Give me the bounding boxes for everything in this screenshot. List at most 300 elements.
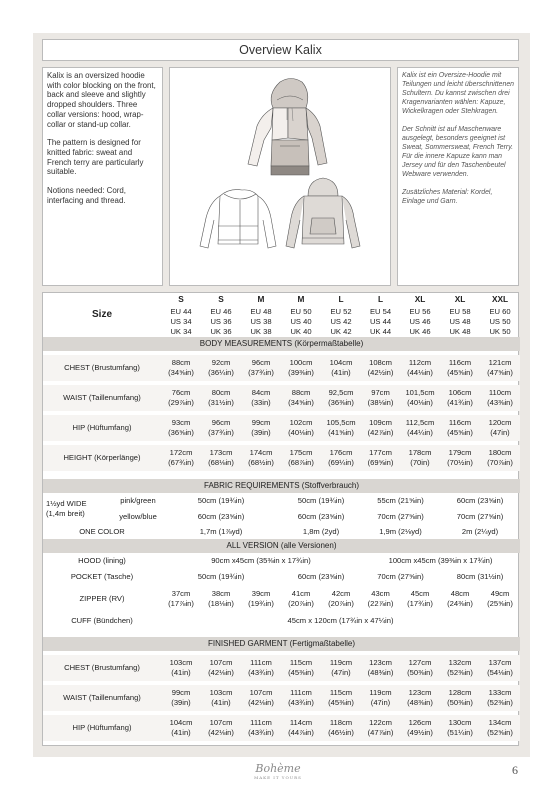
size-uk: UK 34: [170, 327, 192, 337]
measure-cell: [241, 415, 281, 441]
cell-cm: 41cm: [291, 589, 311, 599]
intro-english: [42, 67, 163, 286]
fabric-value: 1,7m (1⅞yd): [199, 527, 243, 537]
measure-cell: [480, 355, 520, 381]
zipper-cell: [281, 585, 321, 613]
zipper-cell: [480, 585, 520, 613]
cell-in: (44¼in): [407, 428, 433, 437]
measure-cell: [361, 415, 400, 441]
size-us: US 42: [330, 317, 352, 327]
cell-cm: 180cm: [488, 448, 512, 458]
cell-in: (47in): [370, 698, 391, 707]
cell-in: (43¾in): [288, 698, 314, 707]
cell-cm: 48cm: [450, 589, 470, 599]
fabric-requirements-header: [43, 479, 520, 493]
zipper-cell: [440, 585, 480, 613]
pocket-value: 80cm (31½in): [456, 572, 504, 582]
zipper-cell: [241, 585, 281, 613]
row-label: HIP (Hüftumfang): [43, 715, 161, 741]
zipper-cell: [161, 585, 201, 613]
measure-cell: [281, 445, 321, 471]
row-label: POCKET (Tasche): [70, 572, 134, 582]
measure-cell: [201, 385, 241, 411]
size-us: US 50: [489, 317, 511, 327]
fabric-color-label: pink/green: [120, 496, 156, 506]
cell-in: (31½in): [208, 398, 234, 407]
zipper-cell: [201, 585, 241, 613]
measure-cell: [241, 355, 281, 381]
size-chart-table: [43, 293, 520, 745]
measure-cell: [480, 655, 520, 681]
size-us: US 36: [210, 317, 232, 327]
row-label: CHEST (Brustumfang): [43, 355, 161, 381]
measure-cell: [161, 355, 201, 381]
body-measurement-row: [43, 385, 520, 411]
size-eu: EU 60: [489, 307, 511, 317]
cell-in: (48⅜in): [367, 668, 394, 677]
measure-cell: [161, 685, 201, 711]
size-us: US 46: [409, 317, 431, 327]
section-header: FABRIC REQUIREMENTS (Stoffverbrauch): [43, 479, 520, 493]
cell-in: (20⅞in): [328, 599, 354, 608]
size-chart: [42, 292, 519, 746]
cell-in: (41in): [211, 698, 231, 707]
cell-cm: 76cm: [171, 388, 191, 398]
spacer-row: [43, 741, 520, 745]
size-letter: XL: [454, 294, 466, 305]
cell-cm: 106cm: [448, 388, 472, 398]
fabric-row-yellow: [43, 509, 520, 525]
cell-cm: 120cm: [488, 418, 512, 428]
size-eu: EU 46: [210, 307, 232, 317]
cell-cm: 102cm: [289, 418, 313, 428]
size-us: US 40: [290, 317, 312, 327]
measure-cell: [321, 385, 361, 411]
row-label: WAIST (Taillenumfang): [43, 685, 161, 711]
cell-cm: 49cm: [490, 589, 510, 599]
cuff-value: 45cm x 120cm (17¾in x 47¼in): [287, 616, 394, 626]
cell-in: (40⅛in): [288, 428, 314, 437]
fabric-value: 2m (2¼yd): [461, 527, 499, 537]
cell-in: (45⅝in): [447, 428, 473, 437]
cell-in: (42⅛in): [208, 668, 234, 677]
measure-cell: [440, 385, 480, 411]
fabric-color-label: yellow/blue: [119, 512, 157, 522]
measure-cell: [400, 655, 440, 681]
cell-cm: 92,5cm: [328, 388, 354, 398]
body-measurement-row: [43, 445, 520, 471]
fabric-row-pink: [43, 493, 520, 509]
hoodie-illustration: [170, 68, 392, 287]
size-eu: EU 48: [250, 307, 272, 317]
body-measurement-row: [43, 355, 520, 381]
cell-in: (34⅝in): [288, 398, 314, 407]
spacer-cell: [43, 741, 520, 745]
cell-in: (45⅝in): [447, 368, 473, 377]
intro-german: [397, 67, 519, 286]
hood-value: 90cm x45cm (35⅜in x 17¾in): [211, 556, 311, 566]
cell-cm: 109cm: [369, 418, 392, 428]
fabric-width-main: 1½yd WIDE: [46, 499, 87, 509]
cell-in: (22⅞in): [367, 599, 394, 608]
cell-in: (52⅜in): [447, 668, 473, 677]
measure-cell: [241, 445, 281, 471]
fabric-value: 50cm (19¾in): [297, 496, 345, 506]
cell-cm: 116cm: [448, 418, 472, 428]
cell-in: (41in): [171, 668, 191, 677]
section-header: ALL VERSION (alle Versionen): [43, 539, 520, 553]
size-letter: S: [218, 294, 224, 305]
section-header: BODY MEASUREMENTS (Körpermaßtabelle): [43, 337, 520, 351]
cell-in: (19¾in): [248, 599, 274, 608]
cell-in: (17¾in): [407, 599, 433, 608]
row-label: ONE COLOR: [79, 527, 125, 537]
cell-cm: 114cm: [289, 718, 313, 728]
brand-logo: [248, 762, 308, 780]
cell-in: (41in): [331, 368, 351, 377]
cell-in: (47in): [331, 668, 351, 677]
cell-in: (18⅛in): [208, 599, 234, 608]
cell-in: (69⅝in): [367, 458, 394, 467]
cell-cm: 107cm: [249, 688, 273, 698]
cell-cm: 112cm: [408, 358, 432, 368]
cell-cm: 42cm: [331, 589, 351, 599]
size-eu: EU 52: [330, 307, 352, 317]
cell-in: (38⅛in): [367, 398, 394, 407]
cell-in: (25⅝in): [487, 599, 513, 608]
measure-cell: [400, 385, 440, 411]
measure-cell: [241, 655, 281, 681]
size-letter: L: [377, 294, 384, 305]
cell-in: (52⅝in): [487, 728, 513, 737]
all-version-header: [43, 539, 520, 553]
measure-cell: [361, 655, 400, 681]
size-letter-row: [43, 293, 520, 307]
size-uk: UK 42: [330, 327, 352, 337]
measure-cell: [400, 715, 440, 741]
cell-cm: 103cm: [169, 658, 193, 668]
cell-cm: 45cm: [410, 589, 430, 599]
measure-cell: [321, 715, 361, 741]
cell-cm: 173cm: [209, 448, 233, 458]
cell-cm: 126cm: [408, 718, 432, 728]
cell-in: (41⅝in): [328, 428, 354, 437]
cell-cm: 179cm: [448, 448, 472, 458]
measure-cell: [440, 685, 480, 711]
row-label: CUFF (Bündchen): [71, 616, 133, 626]
cell-in: (42⅛in): [248, 698, 274, 707]
fabric-value: 1,9m (2⅛yd): [379, 527, 422, 537]
cell-cm: 178cm: [408, 448, 432, 458]
measure-cell: [241, 715, 281, 741]
measure-cell: [201, 685, 241, 711]
cell-cm: 119cm: [329, 658, 353, 668]
page-number: 6: [512, 763, 518, 777]
measure-cell: [281, 655, 321, 681]
cell-in: (39⅜in): [288, 368, 314, 377]
measure-cell: [361, 445, 400, 471]
measure-cell: [161, 715, 201, 741]
measure-cell: [400, 685, 440, 711]
cell-cm: 130cm: [448, 718, 472, 728]
cell-cm: 175cm: [289, 448, 313, 458]
measure-cell: [201, 715, 241, 741]
intro-de-paragraph: Zusätzliches Material: Kordel, Einlage und Garn.: [402, 189, 493, 205]
cell-cm: 123cm: [408, 688, 432, 698]
cell-in: (70in): [410, 458, 430, 467]
cell-in: (47⅝in): [487, 368, 513, 377]
cell-cm: 104cm: [169, 718, 193, 728]
measure-cell: [440, 715, 480, 741]
cell-cm: 84cm: [251, 388, 271, 398]
measure-cell: [480, 415, 520, 441]
finished-garment-row: [43, 715, 520, 741]
cell-in: (36¼in): [208, 368, 234, 377]
measure-cell: [400, 355, 440, 381]
fabric-value: 50cm (19¾in): [197, 496, 245, 506]
cell-in: (68½in): [248, 458, 274, 467]
cell-cm: 116cm: [448, 358, 472, 368]
fabric-value: 55cm (21⅝in): [377, 496, 424, 506]
intro-de-paragraph: Kalix ist ein Oversize-Hoodie mit Teilungen und leicht überschnittenen Schultern. Du kannst zwischen drei Kragenvarianten wählen: Kapuze, Wickelkragen oder Stehkragen.: [402, 72, 514, 115]
cell-cm: 115cm: [289, 658, 313, 668]
zipper-cell: [321, 585, 361, 613]
cell-in: (46½in): [328, 728, 354, 737]
measure-cell: [361, 685, 400, 711]
measure-cell: [241, 385, 281, 411]
fabric-value: 60cm (23⅝in): [297, 512, 345, 522]
size-heading: Size: [92, 309, 113, 321]
cell-cm: 121cm: [488, 358, 512, 368]
size-uk: UK 44: [369, 327, 392, 337]
cell-in: (54⅛in): [487, 668, 513, 677]
cell-in: (50⅜in): [447, 698, 473, 707]
measure-cell: [361, 715, 400, 741]
finished-garment-row: [43, 655, 520, 681]
measure-cell: [400, 445, 440, 471]
cell-in: (49½in): [407, 728, 433, 737]
cell-cm: 96cm: [251, 358, 271, 368]
intro-en-paragraph: Notions needed: Cord, interfacing and thread.: [47, 186, 126, 205]
size-letter: XL: [414, 294, 426, 305]
fabric-value: 70cm (27⅝in): [456, 512, 504, 522]
cell-in: (40⅛in): [407, 398, 433, 407]
cell-cm: 107cm: [209, 658, 233, 668]
cell-in: (39in): [251, 428, 271, 437]
cell-in: (68⅛in): [208, 458, 234, 467]
size-us: US 44: [369, 317, 392, 327]
measure-cell: [241, 685, 281, 711]
cell-in: (50⅜in): [407, 668, 433, 677]
cell-in: (47in): [490, 428, 510, 437]
cell-cm: 107cm: [209, 718, 233, 728]
cell-in: (70½in): [447, 458, 473, 467]
cell-cm: 92cm: [211, 358, 231, 368]
cell-in: (41¾in): [447, 398, 473, 407]
measure-cell: [361, 385, 400, 411]
cell-in: (24⅜in): [447, 599, 473, 608]
cell-in: (37¾in): [248, 368, 274, 377]
page-title: Overview Kalix: [42, 39, 519, 61]
hood-back-sketch: [286, 178, 360, 248]
measure-cell: [161, 655, 201, 681]
cell-in: (70⅞in): [487, 458, 513, 467]
measure-cell: [161, 415, 201, 441]
size-us: US 38: [250, 317, 272, 327]
cell-in: (45⅜in): [288, 668, 314, 677]
measure-cell: [480, 685, 520, 711]
garment-sketches: [169, 67, 391, 286]
size-uk: UK 38: [250, 327, 272, 337]
cell-in: (44⅛in): [407, 368, 433, 377]
measure-cell: [281, 385, 321, 411]
cell-cm: 97cm: [371, 388, 390, 398]
zipper-cell: [400, 585, 440, 613]
cell-in: (51¼in): [447, 728, 473, 737]
body-measurements-header: [43, 337, 520, 351]
cell-in: (36⅝in): [168, 428, 194, 437]
size-eu: EU 44: [170, 307, 192, 317]
measure-cell: [281, 715, 321, 741]
fabric-value: 60cm (23⅝in): [197, 512, 245, 522]
measure-cell: [281, 355, 321, 381]
wrap-collar-sketch: [200, 190, 276, 248]
cell-cm: 118cm: [329, 718, 353, 728]
size-us: US 48: [449, 317, 471, 327]
cell-in: (47⅞in): [367, 728, 394, 737]
size-letter: M: [257, 294, 265, 305]
measure-cell: [480, 445, 520, 471]
finished-garment-header: [43, 637, 520, 651]
cell-cm: 93cm: [171, 418, 191, 428]
cell-cm: 37cm: [171, 589, 191, 599]
section-header: FINISHED GARMENT (Fertigmaßtabelle): [43, 637, 520, 651]
cell-in: (29⅞in): [168, 398, 194, 407]
measure-cell: [400, 415, 440, 441]
cell-cm: 88cm: [291, 388, 311, 398]
measure-cell: [440, 445, 480, 471]
fabric-row-one-color: [43, 525, 520, 539]
pocket-value: 50cm (19¾in): [197, 572, 245, 582]
pocket-row: [43, 569, 520, 585]
cell-in: (67¾in): [168, 458, 194, 467]
cell-cm: 133cm: [488, 688, 512, 698]
cell-in: (33in): [251, 398, 271, 407]
measure-cell: [440, 355, 480, 381]
size-letter: M: [297, 294, 305, 305]
brand-tagline: MAKE IT YOURS: [254, 775, 302, 780]
cell-in: (69¼in): [328, 458, 354, 467]
measure-cell: [440, 415, 480, 441]
cell-cm: 103cm: [209, 688, 233, 698]
cell-in: (68⅞in): [288, 458, 314, 467]
cell-in: (39in): [171, 698, 191, 707]
measure-cell: [321, 655, 361, 681]
hood-row: [43, 553, 520, 569]
body-measurement-row: [43, 415, 520, 441]
measure-cell: [161, 385, 201, 411]
row-label: CHEST (Brustumfang): [43, 655, 161, 681]
cell-in: (34⅝in): [168, 368, 194, 377]
cell-cm: 99cm: [171, 688, 191, 698]
cell-cm: 111cm: [290, 688, 312, 698]
cell-in: (48⅜in): [407, 698, 433, 707]
row-label: WAIST (Taillenumfang): [43, 385, 161, 411]
cell-in: (20⅞in): [288, 599, 314, 608]
measure-cell: [321, 415, 361, 441]
cell-cm: 111cm: [250, 718, 272, 728]
cell-cm: 115cm: [329, 688, 353, 698]
cell-cm: 122cm: [369, 718, 392, 728]
cell-in: (42⅛in): [208, 728, 234, 737]
cell-cm: 80cm: [211, 388, 231, 398]
measure-cell: [281, 685, 321, 711]
intro-en-paragraph: The pattern is designed for knitted fabric: sweat and French terry are particularly suitable.: [47, 138, 144, 177]
size-us: US 34: [170, 317, 192, 327]
measure-cell: [480, 385, 520, 411]
measure-cell: [480, 715, 520, 741]
measure-cell: [321, 685, 361, 711]
cell-in: (37¾in): [208, 428, 234, 437]
cell-cm: 119cm: [369, 688, 392, 698]
size-letter: S: [178, 294, 184, 305]
size-eu: EU 50: [290, 307, 312, 317]
cell-cm: 88cm: [171, 358, 191, 368]
cell-cm: 96cm: [211, 418, 231, 428]
cell-cm: 127cm: [408, 658, 432, 668]
cell-cm: 99cm: [251, 418, 271, 428]
row-label: HEIGHT (Körperlänge): [43, 445, 161, 471]
cell-cm: 128cm: [448, 688, 472, 698]
size-uk: UK 40: [290, 327, 312, 337]
measure-cell: [201, 445, 241, 471]
size-eu: EU 56: [409, 307, 431, 317]
cell-in: (42½in): [367, 368, 394, 377]
intro-de-paragraph: Der Schnitt ist auf Maschenware ausgelegt, besonders geeignet ist Sweat, Sommersweat, French Terry. Für die innere Kapuze kann man Jersey und für den Taschenbeutel Webware verwenden.: [402, 126, 514, 178]
cell-cm: 110cm: [488, 388, 512, 398]
fabric-value: 70cm (27⅝in): [377, 512, 424, 522]
cell-cm: 108cm: [369, 358, 392, 368]
size-uk: UK 50: [489, 327, 511, 337]
fabric-value: 60cm (23⅝in): [456, 496, 504, 506]
size-uk: UK 36: [210, 327, 232, 337]
measure-cell: [321, 355, 361, 381]
measure-cell: [281, 415, 321, 441]
cell-cm: 38cm: [211, 589, 231, 599]
cell-cm: 101,5cm: [405, 388, 435, 398]
cuff-row: [43, 613, 520, 629]
cell-in: (45⅜in): [328, 698, 354, 707]
cell-cm: 100cm: [289, 358, 313, 368]
size-letter: L: [338, 294, 344, 305]
fabric-value: 1,8m (2yd): [302, 527, 340, 537]
cell-cm: 174cm: [249, 448, 273, 458]
size-eu: EU 54: [369, 307, 392, 317]
cell-in: (42⅞in): [367, 428, 394, 437]
cell-cm: 112,5cm: [405, 418, 435, 428]
cell-cm: 111cm: [250, 658, 272, 668]
cell-in: (43¾in): [248, 668, 274, 677]
cell-cm: 176cm: [329, 448, 353, 458]
measure-cell: [440, 655, 480, 681]
cell-in: (17⅞in): [168, 599, 194, 608]
hood-value: 100cm x45cm (39⅜in x 17¾in): [388, 556, 493, 566]
finished-garment-row: [43, 685, 520, 711]
brand-name: Bohème: [255, 762, 301, 775]
cell-cm: 123cm: [369, 658, 392, 668]
measure-cell: [201, 655, 241, 681]
cell-cm: 134cm: [488, 718, 512, 728]
